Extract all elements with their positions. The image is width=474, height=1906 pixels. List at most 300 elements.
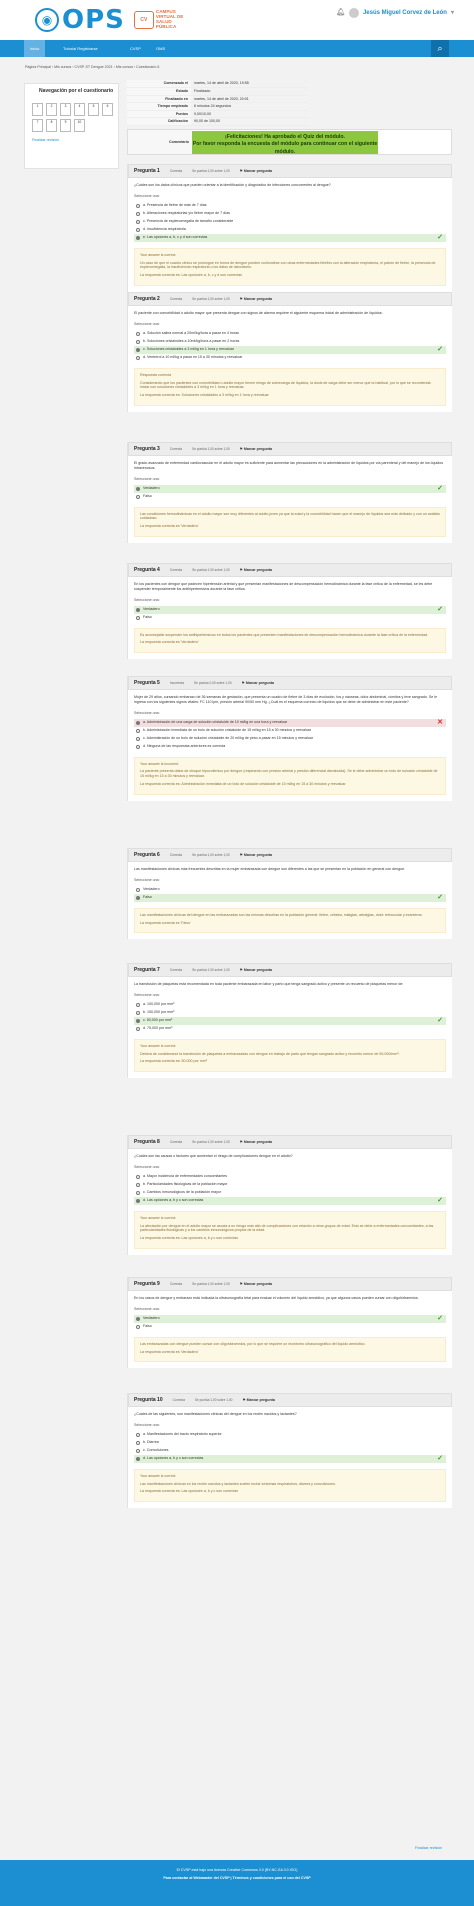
feedback-line2[interactable]: Por favor responda la encuesta del módulo para continuar con el siguiente módulo. — [192, 141, 378, 155]
feedback-text: La paciente presenta datos de choque hipovolémico por dengue (respirando con presión arterial y presión diferencial disminuida). Se le debe administrar un bolo de solución cristaloide de 15 ml/kg en 15 a 30 minutos y reevaluar. — [140, 769, 438, 779]
check-icon: ✓ — [437, 893, 443, 901]
answer-option[interactable] — [134, 338, 446, 346]
radio-button[interactable] — [136, 1317, 140, 1321]
feedback-text: Your answer is correct. — [140, 1215, 177, 1220]
flag-question-label: Marcar pregunta — [243, 1281, 273, 1286]
brand[interactable] — [35, 5, 190, 35]
question-header — [128, 164, 452, 178]
feedback-text: Considerando que los pacientes con comorbilidad o adulto mayor tienen riesgo de sobrecarga de líquidos, la dosis de carga debe ser menor que la habitual, por lo que se recomienda iniciar con soluciones cristaloides a 3 ml/kg en 1 hora y reevaluar. — [140, 380, 431, 390]
question-status: Correcta — [169, 446, 183, 451]
question-text: El paciente con comorbilidad o adulto mayor que presenta dengue con signos de alarma requiere el siguiente esquema inicial de administración de líquidos: — [134, 311, 383, 315]
flag-question-button[interactable] — [242, 681, 274, 686]
question-nav-6[interactable]: 6 — [102, 103, 113, 116]
answer-option[interactable] — [134, 493, 446, 501]
question-header — [128, 563, 452, 577]
question-points: Se puntúa 1,00 sobre 1,00 — [192, 967, 230, 972]
answer-text: a. Solución salina normal a 20ml/kg/hora a pasar en 4 horas — [143, 331, 239, 336]
flag-icon: ⚑ — [239, 1139, 244, 1144]
question-7 — [127, 963, 452, 1078]
answer-option[interactable] — [134, 743, 446, 751]
flag-question-button[interactable] — [242, 1398, 274, 1403]
user-menu[interactable] — [336, 8, 454, 18]
answer-text: Falso — [143, 615, 152, 620]
question-header — [128, 1393, 452, 1407]
radio-button[interactable] — [136, 220, 140, 224]
question-points: Se puntúa 1,00 sobre 1,00 — [192, 1139, 230, 1144]
question-feedback — [134, 1211, 446, 1249]
feedback-text: La afectación por dengue en el adulto mayor se asocia a un riesgo más alto de complicaciones con relación a otros grupos de edad. Esto se debe a enfermedades concomitantes, a las particularidades fisiológicas y a los cambios inmunológicos propios de la edad. — [140, 1223, 434, 1233]
answer-option[interactable] — [134, 1455, 446, 1463]
flag-question-button[interactable] — [240, 1140, 272, 1145]
answer-option[interactable] — [134, 346, 446, 354]
question-number: Pregunta 10 — [134, 1396, 163, 1403]
radio-button[interactable] — [136, 721, 140, 725]
feedback-text: Las manifestaciones clínicas del dengue en las embarazadas son las mismas descritas en la población general: fiebre, cefalea, mialgias, artralgias, dolor retroocular y exantema. — [140, 912, 423, 917]
question-points: Se puntúa 1,00 sobre 1,00 — [192, 567, 230, 572]
check-icon: ✓ — [437, 233, 443, 241]
question-body — [128, 178, 452, 292]
answer-option[interactable] — [134, 606, 446, 614]
question-4 — [127, 563, 452, 659]
check-icon: ✓ — [437, 1314, 443, 1322]
question-text: En los casos de dengue y embarazo está indicada la ultrasonografía fetal para evaluar el volumen del líquido amniótico, ya que algunos casos pueden cursar con oligohidramnios. — [134, 1296, 419, 1300]
answer-text: Verdadero — [143, 607, 160, 612]
flag-question-label: Marcar pregunta — [243, 168, 273, 173]
feedback-text: Las condiciones hemodinámicas en el adulto mayor son muy diferentes al adulto joven ya que la edad y la comorbilidad hacen que el manejo de líquidos sea más delicado y con un análisis cuidadoso. — [140, 511, 440, 521]
flag-question-label: Marcar pregunta — [243, 567, 273, 572]
question-points: Se puntúa 1,00 sobre 1,00 — [192, 446, 230, 451]
answer-text: Falso — [143, 1324, 152, 1329]
radio-button[interactable] — [136, 737, 140, 741]
quiz-navigation — [24, 83, 119, 169]
summary-value: Finalizado — [191, 88, 307, 96]
check-icon: ✓ — [437, 1454, 443, 1462]
answer-text: d. 75,000 por mm³ — [143, 1026, 173, 1031]
question-body — [128, 690, 452, 801]
question-points: Se puntúa 1,00 sobre 1,00 — [192, 296, 230, 301]
summary-key: Tiempo empleado — [127, 103, 191, 111]
finish-review-link[interactable]: Finalizar revisión — [32, 137, 59, 142]
feedback-text: Your answer is correct. — [140, 252, 177, 257]
bell-icon[interactable]: 🔔︎ — [336, 9, 345, 17]
summary-row — [127, 110, 307, 118]
answer-option[interactable] — [134, 226, 446, 234]
feedback-line1: ¡Felicitaciones! Ha aprobado el Quiz del módulo. — [225, 134, 345, 140]
radio-button[interactable] — [136, 1003, 140, 1007]
question-number: Pregunta 1 — [134, 167, 160, 174]
summary-value: martes, 14 de abril de 2020, 20:01 — [191, 95, 307, 103]
answer-option[interactable] — [134, 1189, 446, 1197]
answer-text: d. Las opciones a, b y c son correctas — [143, 1198, 204, 1203]
answer-option[interactable] — [134, 1323, 446, 1331]
flag-question-button[interactable] — [240, 297, 272, 302]
answer-text: a. Administración de una carga de solución cristaloide de 10 ml/kg en una hora y reevaluar — [143, 720, 288, 725]
flag-icon: ⚑ — [239, 296, 244, 301]
feedback-label: Comentario — [128, 130, 192, 154]
radio-button[interactable] — [136, 1325, 140, 1329]
flag-question-label: Marcar pregunta — [246, 1397, 275, 1402]
summary-row — [127, 88, 307, 96]
radio-button[interactable] — [136, 495, 140, 499]
feedback-text: Las manifestaciones clínicas en los recién nacidos y lactantes suelen incluir síntomas respiratorios, diarrea y convulsiones. — [140, 1481, 336, 1486]
feedback-text: Es aconsejable suspender los antihipertensivos en todos los pacientes que presenten manifestaciones de descompensación hemodinámica durante la fase crítica de la enfermedad. — [140, 632, 429, 637]
feedback-text: La respuesta correcta es: Las opciones a, b, c y d son correctas — [140, 273, 242, 278]
flag-icon: ⚑ — [239, 168, 244, 173]
question-number: Pregunta 4 — [134, 566, 160, 573]
answer-option[interactable] — [134, 330, 446, 338]
question-text: ¿Cuáles son las causas o factores que aumentan el riesgo de complicaciones dengue en el adulto? — [134, 1154, 293, 1158]
question-header — [128, 292, 452, 306]
nav-item-cvsp[interactable]: CVSP — [130, 46, 141, 51]
question-status: Correcta — [169, 1139, 183, 1144]
flag-icon: ⚑ — [239, 852, 244, 857]
question-feedback — [134, 1337, 446, 1363]
feedback-text: La respuesta correcta es 'Verdadero' — [140, 524, 199, 529]
answer-text: c. Presencia de esplenomegalia de tamaño considerable — [143, 219, 234, 224]
feedback-text: La respuesta correcta es: 50,000 por mm³ — [140, 1059, 207, 1064]
ops-logo: OPS — [62, 5, 125, 35]
cvsp-logo — [134, 10, 190, 29]
cross-icon: ✕ — [437, 718, 443, 726]
chevron-down-icon[interactable]: ▾ — [450, 9, 454, 16]
radio-button[interactable] — [136, 616, 140, 620]
radio-button[interactable] — [136, 1449, 140, 1453]
question-text: El grado avanzado de enfermedad cardiovascular en el adulto mayor es suficiente para aumentar las precauciones en la administración de líquidos por vía parenteral y del manejo de los líquidos intravenosos. — [134, 461, 444, 470]
feedback-text: Las embarazadas con dengue pueden cursar con oligohidramnios, por lo que se requiere un monitoreo ultrasonográfico del líquido amniótico. — [140, 1341, 366, 1346]
question-9 — [127, 1277, 452, 1368]
answer-text: b. Soluciones cristaloides a 10ml/kg/hora a pasar en 2 horas — [143, 339, 240, 344]
radio-button[interactable] — [136, 1183, 140, 1187]
summary-key: Puntos — [127, 110, 191, 118]
feedback-text: La respuesta correcta es: Soluciones cristaloides a 3 ml/kg en 1 hora y reevaluar — [140, 393, 269, 398]
feedback-text: Your answer is correct. — [140, 1043, 177, 1048]
flag-question-label: Marcar pregunta — [243, 446, 273, 451]
flag-icon: ⚑ — [242, 1397, 247, 1402]
answer-option[interactable] — [134, 234, 446, 242]
answer-text: d. Las opciones a, b y c son correctas — [143, 1456, 204, 1461]
select-one-label: Seleccione una: — [134, 193, 160, 198]
question-body — [128, 306, 452, 412]
question-text: ¿Cuáles son los datos clínicos que pueden orientar a la identificación y diagnóstico de infecciones concurrentes al dengue? — [134, 183, 331, 187]
flag-question-label: Marcar pregunta — [243, 296, 273, 301]
question-points: Se puntúa 1,00 sobre 1,00 — [194, 1397, 233, 1402]
question-number: Pregunta 5 — [134, 679, 160, 686]
question-3 — [127, 442, 452, 543]
question-feedback — [134, 757, 446, 795]
flag-question-label: Marcar pregunta — [243, 852, 273, 857]
radio-button[interactable] — [136, 729, 140, 733]
question-nav-10[interactable]: 10 — [74, 119, 85, 132]
question-nav-9[interactable]: 9 — [60, 119, 71, 132]
nav-item-home[interactable]: Inicio — [24, 40, 45, 57]
search-icon[interactable]: ⌕ — [431, 40, 449, 57]
question-number: Pregunta 6 — [134, 851, 160, 858]
feedback-banner — [192, 131, 378, 154]
overall-feedback — [127, 129, 452, 155]
radio-button[interactable] — [136, 340, 140, 344]
flag-question-button[interactable] — [240, 568, 272, 573]
question-status: Correcta — [169, 296, 183, 301]
answer-option[interactable] — [134, 1315, 446, 1323]
question-status: Incorrecta — [169, 680, 185, 685]
answer-text: c. 50,000 por mm³ — [143, 1018, 173, 1023]
check-icon: ✓ — [437, 1196, 443, 1204]
summary-value: 6 minutos 24 segundos — [191, 103, 307, 111]
flag-question-button[interactable] — [240, 853, 272, 858]
question-1 — [127, 164, 452, 292]
answer-option[interactable] — [134, 218, 446, 226]
flag-question-label: Marcar pregunta — [243, 1139, 273, 1144]
feedback-text: La respuesta correcta es 'Falso' — [140, 920, 191, 925]
check-icon: ✓ — [437, 605, 443, 613]
answer-option[interactable] — [134, 727, 446, 735]
answer-text: b. Administración inmediata de un bolo de solución cristaloide de 15 ml/kg en 15 a 30 minutos y reevaluar — [143, 728, 312, 733]
radio-button[interactable] — [136, 745, 140, 749]
feedback-text: La respuesta correcta es: Las opciones a, b y c son correctas — [140, 1236, 238, 1241]
question-header — [128, 848, 452, 862]
answer-option[interactable] — [134, 354, 446, 362]
select-one-label: Seleccione una: — [134, 877, 160, 882]
flag-question-button[interactable] — [240, 968, 272, 973]
question-status: Correcta — [169, 567, 183, 572]
answer-text: a. 100,000 por mm³ — [143, 1002, 175, 1007]
breadcrumb[interactable]: Página Principal › Mis cursos › CVSP-ST Dengue 2021 › Mis cursos › Cuestionario 6 — [25, 65, 160, 69]
question-body — [128, 862, 452, 939]
answer-text: b. Alteraciones respiratorias y/o fiebre mayor de 7 días — [143, 211, 230, 216]
question-text: ¿Cuáles de las siguientes, son manifestaciones clínicas del dengue en los recién nacidos y lactantes? — [134, 1412, 297, 1416]
check-icon: ✓ — [437, 345, 443, 353]
flag-question-label: Marcar pregunta — [243, 967, 273, 972]
radio-button[interactable] — [136, 487, 140, 491]
answer-text: b. Diarrea — [143, 1440, 159, 1445]
question-body — [128, 456, 452, 543]
answer-text: c. Convulsiones — [143, 1448, 169, 1453]
select-one-label: Seleccione una: — [134, 476, 160, 481]
feedback-text: Your answer is incorrect. — [140, 761, 180, 766]
feedback-text: Your answer is correct. — [140, 1473, 177, 1478]
question-nav-2[interactable]: 2 — [46, 103, 57, 116]
question-status: Correcta — [169, 168, 183, 173]
finish-review-bottom-link[interactable]: Finalizar revisión — [415, 1846, 442, 1850]
question-6 — [127, 848, 452, 939]
answer-text: c. Soluciones cristaloides a 3 ml/kg en 1 hora y reevaluar — [143, 347, 234, 352]
answer-option[interactable] — [134, 1181, 446, 1189]
flag-question-button[interactable] — [240, 169, 272, 174]
radio-button[interactable] — [136, 896, 140, 900]
select-one-label: Seleccione una: — [134, 992, 160, 997]
flag-question-label: Marcar pregunta — [245, 680, 275, 685]
summary-row — [127, 103, 307, 111]
flag-icon: ⚑ — [239, 967, 244, 972]
question-feedback — [134, 908, 446, 934]
question-8 — [127, 1135, 452, 1255]
globe-icon: ◉ — [35, 8, 59, 32]
select-one-label: Seleccione una: — [134, 321, 160, 326]
summary-row — [127, 95, 307, 103]
nav-item-oms[interactable]: OMS — [156, 46, 166, 51]
question-feedback — [134, 507, 446, 538]
radio-button[interactable] — [136, 1457, 140, 1461]
radio-button[interactable] — [136, 1011, 140, 1015]
question-body — [128, 1149, 452, 1255]
question-nav-4[interactable]: 4 — [74, 103, 85, 116]
flag-icon: ⚑ — [239, 1281, 244, 1286]
answer-text: Verdadero — [143, 486, 160, 491]
footer — [0, 1860, 474, 1906]
radio-button[interactable] — [136, 1199, 140, 1203]
answer-option[interactable] — [134, 1001, 446, 1009]
question-nav-8[interactable]: 8 — [46, 119, 57, 132]
summary-value: martes, 14 de abril de 2020, 19:55 — [191, 80, 307, 88]
answer-option[interactable] — [134, 485, 446, 493]
flag-question-button[interactable] — [240, 1282, 272, 1287]
answer-text: a. Presencia de fiebre de más de 7 días — [143, 203, 207, 208]
feedback-text: Deberá de considerarse la transfusión de plaquetas a embarazadas con dengue en trabajo de parto que tengan sangrado activo y recuento menor de 50,000/mm³. — [140, 1051, 400, 1056]
question-feedback — [134, 1469, 446, 1503]
question-body — [128, 1291, 452, 1368]
summary-row — [127, 80, 307, 88]
summary-value: 9,00/10,00 — [191, 110, 307, 118]
answer-option[interactable] — [134, 1439, 446, 1447]
answer-option[interactable] — [134, 886, 446, 894]
question-nav-3[interactable]: 3 — [60, 103, 71, 116]
question-2 — [127, 292, 452, 412]
answer-text: Falso — [143, 494, 152, 499]
flag-icon: ⚑ — [239, 446, 244, 451]
question-body — [128, 1407, 452, 1508]
quiz-navigation-title: Navegación por el cuestionario — [39, 88, 114, 94]
answer-text: b. Particularidades fisiológicas de la población mayor — [143, 1182, 228, 1187]
question-header — [128, 442, 452, 456]
header — [0, 0, 474, 40]
feedback-text: La respuesta correcta es: Administración inmediata de un bolo de solución cristaloide de 15 ml/kg en 15 a 30 minutos y reevaluar — [140, 782, 346, 787]
answer-option[interactable] — [134, 1017, 446, 1025]
question-header — [128, 1277, 452, 1291]
question-nav-7[interactable]: 7 — [32, 119, 43, 132]
radio-button[interactable] — [136, 204, 140, 208]
question-grid — [32, 103, 114, 132]
summary-key: Estado — [127, 88, 191, 96]
answer-text: a. Mayor incidencia de enfermedades concomitantes — [143, 1174, 228, 1179]
feedback-text: Un caso de que el cuadro clínico se prolongue en forma de dengue pueden confundirse con otras enfermedades febriles con la alteración respiratoria, el patrón de fiebre, la presencia de esplenomegalia, la insuficiencia respiratoria o los datos de laboratorio. — [140, 260, 436, 270]
question-number: Pregunta 9 — [134, 1280, 160, 1287]
feedback-text: La respuesta correcta es: Las opciones a, b y c son correctas — [140, 1489, 238, 1494]
question-points: Se puntúa 0,00 sobre 1,00 — [194, 680, 232, 685]
user-name[interactable]: Jesús Miguel Corvez de León — [362, 9, 447, 16]
summary-key: Finalizado en — [127, 95, 191, 103]
feedback-text: Respuesta correcta — [140, 372, 172, 377]
radio-button[interactable] — [136, 1019, 140, 1023]
question-10 — [127, 1393, 452, 1508]
answer-text: a. Manifestaciones del tracto respiratorio superior — [143, 1432, 222, 1437]
question-text: Las manifestaciones clínicas más frecuentes descritas en la mujer embarazada con dengue son diferentes a las que se presentan en la población en general con dengue. — [134, 867, 406, 871]
select-one-label: Seleccione una: — [134, 710, 160, 715]
answer-option[interactable] — [134, 1025, 446, 1033]
question-status: Correcta — [169, 852, 183, 857]
question-number: Pregunta 7 — [134, 966, 160, 973]
question-feedback — [134, 628, 446, 654]
answer-option[interactable] — [134, 1197, 446, 1205]
answer-option[interactable] — [134, 1173, 446, 1181]
question-points: Se puntúa 1,00 sobre 1,00 — [192, 852, 230, 857]
question-header — [128, 963, 452, 977]
answer-option[interactable] — [134, 1009, 446, 1017]
question-5 — [127, 676, 452, 801]
radio-button[interactable] — [136, 356, 140, 360]
radio-button[interactable] — [136, 1175, 140, 1179]
check-icon: ✓ — [437, 484, 443, 492]
radio-button[interactable] — [136, 212, 140, 216]
summary-value: 90,00 de 100,00 — [191, 118, 307, 126]
answer-text: d. Ninguna de las respuestas anteriores es correcta — [143, 744, 226, 749]
radio-button[interactable] — [136, 1191, 140, 1195]
answer-option[interactable] — [134, 1431, 446, 1439]
question-status: Correcta — [172, 1397, 185, 1402]
feedback-text: La respuesta correcta es 'Verdadero' — [140, 640, 199, 645]
cvsp-logo-text: CAMPUS VIRTUAL DE SALUD PÚBLICA — [155, 9, 184, 29]
flag-question-button[interactable] — [240, 447, 272, 452]
radio-button[interactable] — [136, 888, 140, 892]
answer-text: d. Insuficiencia respiratoria — [143, 227, 186, 232]
answer-option[interactable] — [134, 894, 446, 902]
answer-text: e. Las opciones a, b, c y d son correctas — [143, 235, 208, 240]
footer-license[interactable]: El CVSP está bajo una licencia Creative Commons 3.0 (BY-NC-SA 3.0 IGO) — [176, 1868, 298, 1872]
question-number: Pregunta 3 — [134, 445, 160, 452]
answer-option[interactable] — [134, 614, 446, 622]
summary-row — [127, 118, 307, 126]
summary-key: Comenzado el — [127, 80, 191, 88]
cvsp-logo-mark: CV — [134, 11, 154, 29]
select-one-label: Seleccione una: — [134, 1306, 160, 1311]
nav-item-tutorial[interactable]: Tutorial Registrarse — [63, 46, 98, 51]
radio-button[interactable] — [136, 1027, 140, 1031]
answer-text: c. Cambios inmunológicos de la población mayor — [143, 1190, 222, 1195]
question-feedback — [134, 248, 446, 286]
question-points: Se puntúa 1,00 sobre 1,00 — [192, 168, 230, 173]
radio-button[interactable] — [136, 332, 140, 336]
answer-option[interactable] — [134, 1447, 446, 1455]
avatar[interactable] — [349, 8, 359, 18]
question-nav-5[interactable]: 5 — [88, 103, 99, 116]
question-body — [128, 977, 452, 1078]
answer-option[interactable] — [134, 202, 446, 210]
select-one-label: Seleccione una: — [134, 1422, 160, 1427]
answer-option[interactable] — [134, 719, 446, 727]
question-text: En los pacientes con dengue que padecen hipertensión arterial y que presentan manifestaciones de descompensación hemodinámica durante la fase crítica de la enfermedad, se les debe suspender temporalmente los antihipertensivos durante la fase crítica. — [134, 582, 433, 591]
footer-contact[interactable]: Para contactar al Webmaster del CVSP | Términos y condiciones para el uso del CVSP — [163, 1875, 311, 1880]
question-feedback — [134, 368, 446, 406]
answer-text: Verdadero — [143, 887, 160, 892]
radio-button[interactable] — [136, 1433, 140, 1437]
answer-option[interactable] — [134, 210, 446, 218]
question-text: La transfusión de plaquetas está recomendada en toda paciente embarazada en labor y parto que tenga sangrado activo y presente un recuento de plaquetas menor de: — [134, 982, 404, 986]
question-header — [128, 1135, 452, 1149]
question-feedback — [134, 1039, 446, 1073]
feedback-text: La respuesta correcta es 'Verdadero' — [140, 1349, 199, 1354]
summary-key: Calificación — [127, 118, 191, 126]
answer-text: d. Ventrerol a 10 ml/kg a pasar en 15 a 30 minutos y reevaluar — [143, 355, 243, 360]
radio-button[interactable] — [136, 236, 140, 240]
radio-button[interactable] — [136, 608, 140, 612]
question-nav-1[interactable]: 1 — [32, 103, 43, 116]
radio-button[interactable] — [136, 348, 140, 352]
answer-text: c. Administración de un bolo de solución cristaloide de 20 ml/kg de peso a pasar en 15 minutos y reevaluar — [143, 736, 314, 741]
radio-button[interactable] — [136, 1441, 140, 1445]
attempt-summary — [127, 80, 452, 155]
radio-button[interactable] — [136, 228, 140, 232]
answer-option[interactable] — [134, 735, 446, 743]
question-number: Pregunta 2 — [134, 295, 160, 302]
